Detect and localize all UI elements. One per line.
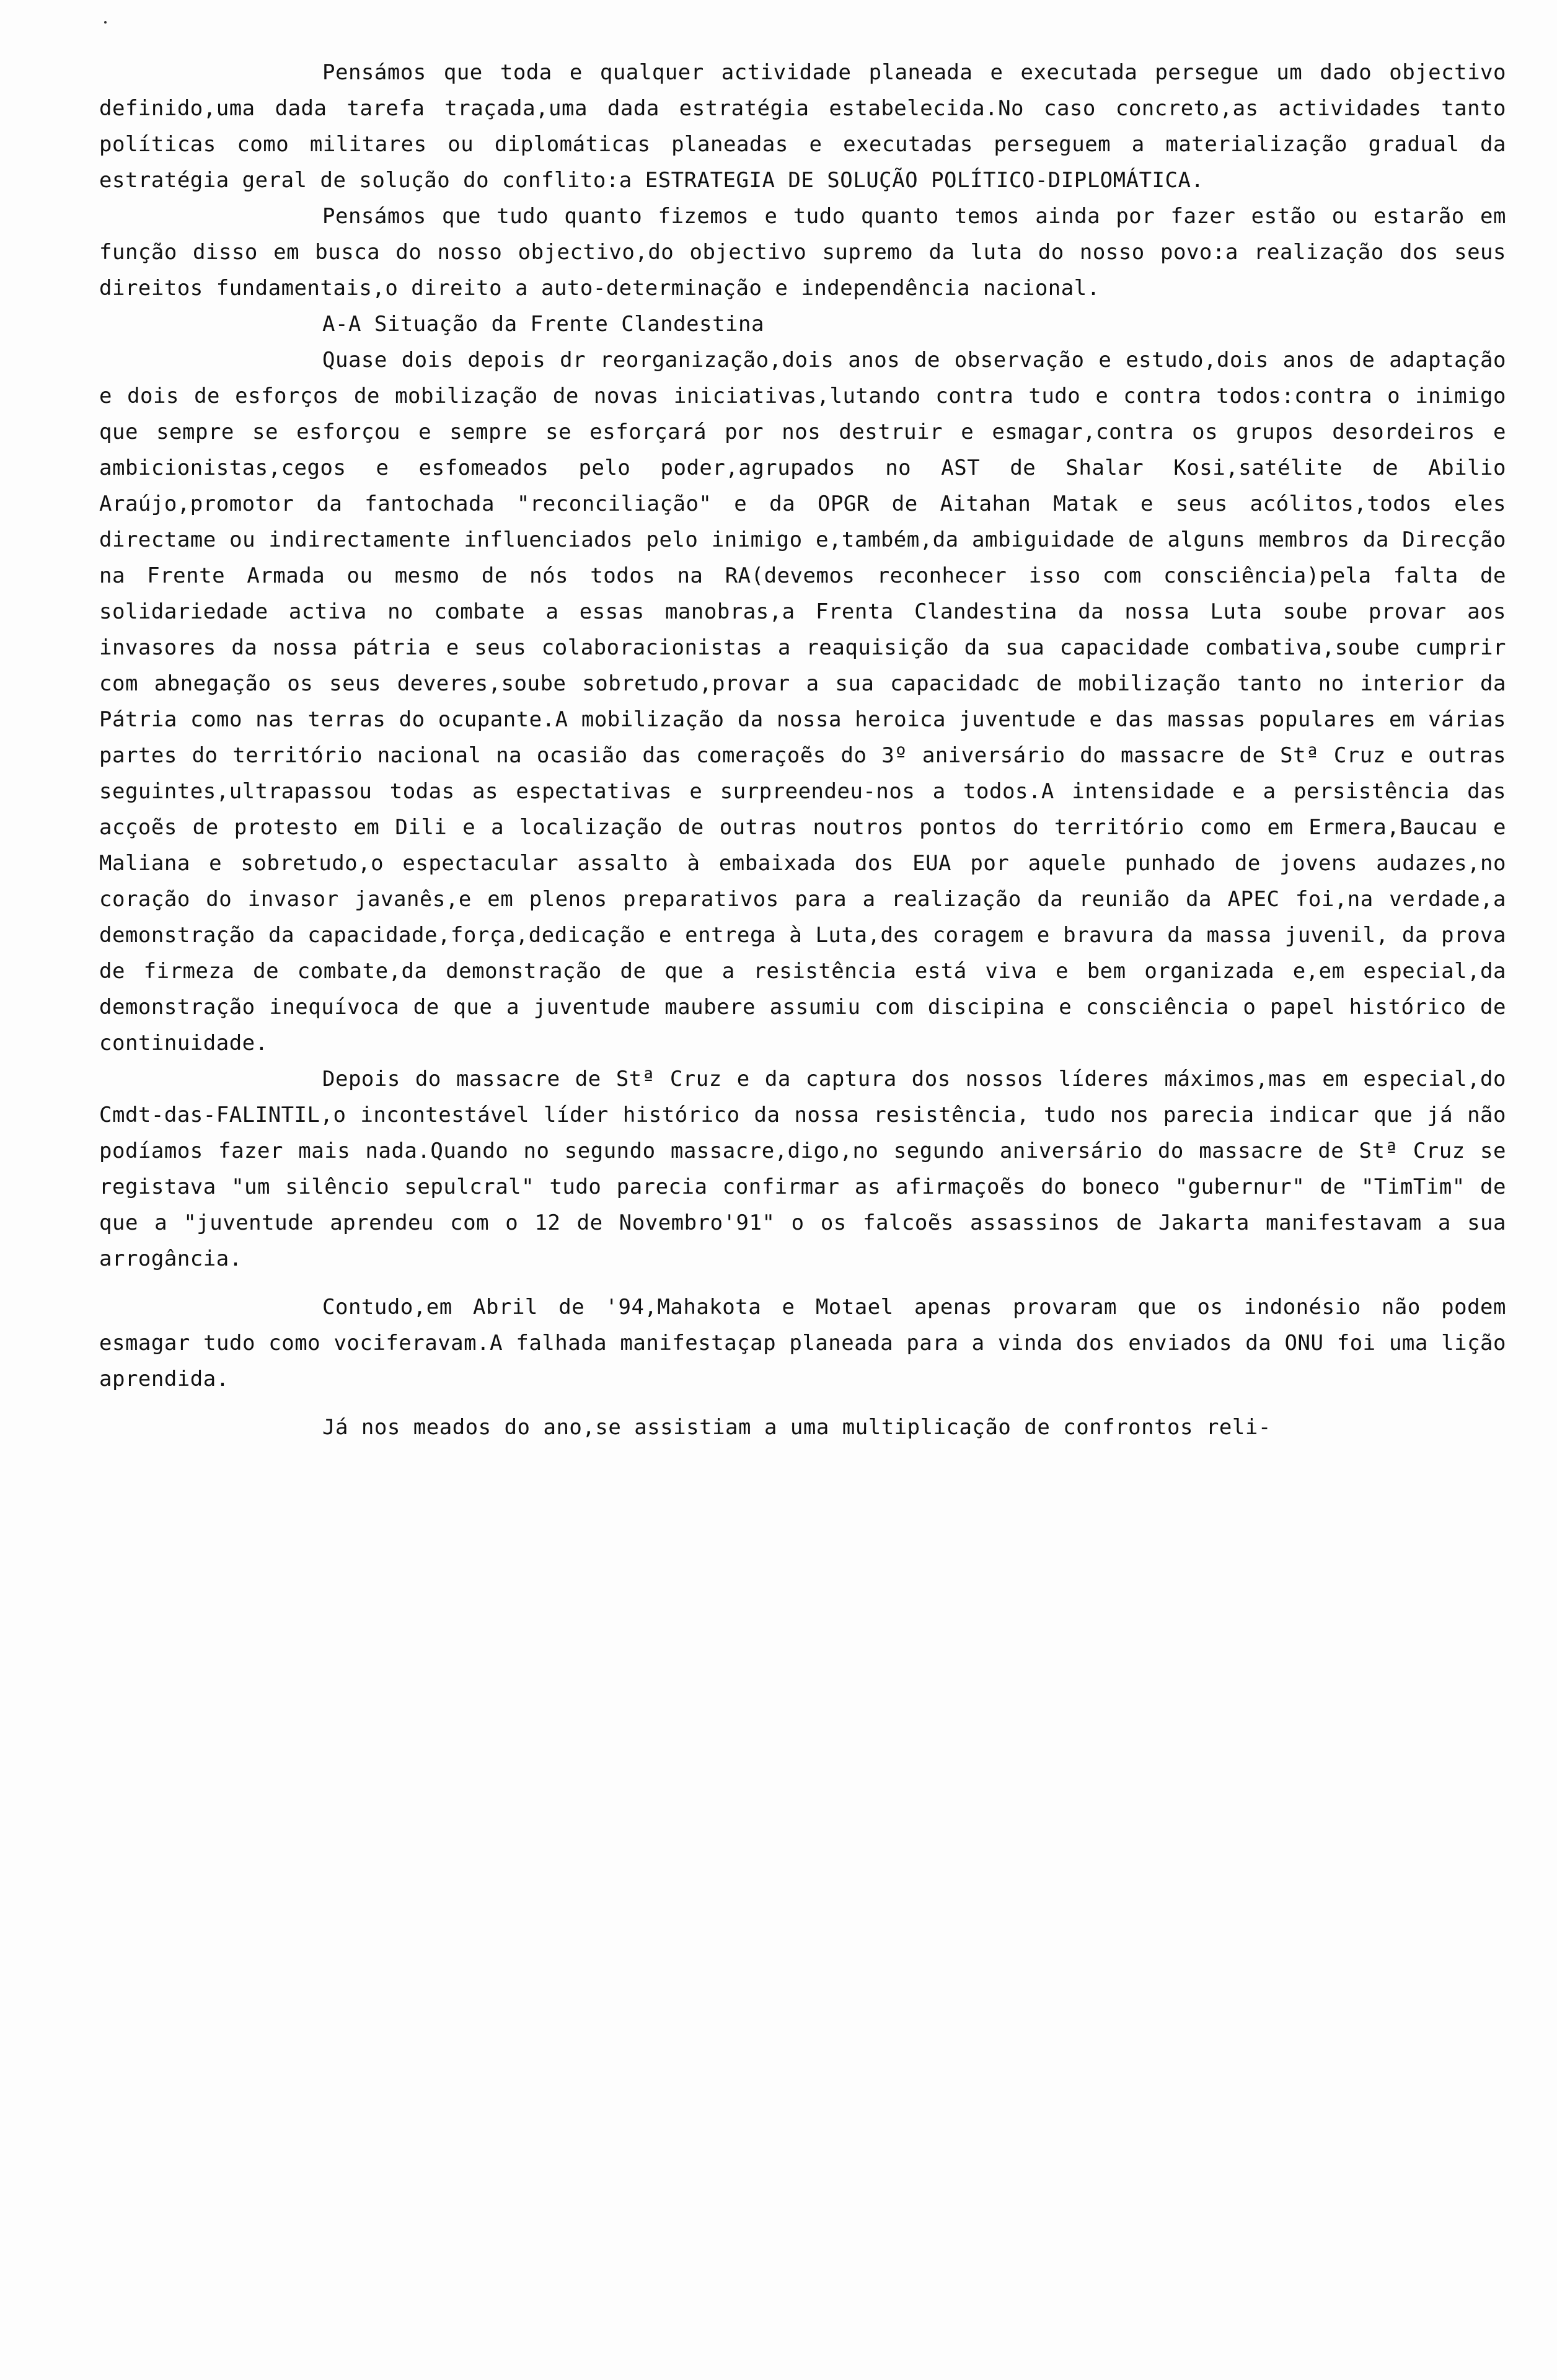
paragraph-5: Contudo,em Abril de '94,Mahakota e Motael apenas provaram que os indonésio não podem esmagar tudo como vociferavam.A falhada manifestaçap planeada para a vinda dos enviados da ONU foi uma lição aprendida. <box>99 1295 1506 1391</box>
paragraph-2: Pensámos que tudo quanto fizemos e tudo quanto temos ainda por fazer estão ou estarão em função disso em busca do nosso objectivo,do objectivo supremo da luta do nosso povo:a realização dos seus direitos fundamentais,o direito a auto-determinação e independência nacional. <box>99 204 1506 301</box>
paragraph-1: Pensámos que toda e qualquer actividade planeada e executada persegue um dado objectivo definido,uma dada tarefa traçada,uma dada estratégia estabelecida.No caso concreto,as actividades tanto políticas como militares ou diplomáticas planeadas e executadas perseguem a materialização gradual da estratégia geral de solução do conflito:a ESTRATEGIA DE SOLUÇÃO POLÍTICO-DIPLOMÁTICA. <box>99 60 1506 193</box>
document-body <box>99 55 1506 1445</box>
paragraph-4: Depois do massacre de Stª Cruz e da captura dos nossos líderes máximos,mas em especial,do Cmdt-das-FALINTIL,o incontestável líder histórico da nossa resistência, tudo nos parecia indicar que já não podíamos fazer mais nada.Quando no segundo massacre,digo,no segundo aniversário do massacre de Stª Cruz se registava "um silêncio sepulcral" tudo parecia confirmar as afirmaçoẽs do boneco "gubernur" de "TimTim" de que a "juventude aprendeu com o 12 de Novembro'91" o os falcoẽs assassinos de Jakarta manifestavam a sua arrogância. <box>99 1067 1506 1271</box>
section-heading: A-A Situação da Frente Clandestina <box>322 312 764 337</box>
paragraph-3: Quase dois depois dr reorganização,dois anos de observação e estudo,dois anos de adaptação e dois de esforços de mobilização de novas iniciativas,lutando contra tudo e contra todos:contra o inimigo que sempre se esforçou e sempre se esforçará por nos destruir e esmagar,contra os grupos desordeiros e ambicionistas,cegos e esfomeados pelo poder,agrupados no AST de Shalar Kosi,satélite de Abilio Araújo,promotor da fantochada "reconciliação" e da OPGR de Aitahan Matak e seus acólitos,todos eles directame ou indirectamente influenciados pelo inimigo e,também,da ambiguidade de alguns membros da Direcção na Frente Armada ou mesmo de nós todos na RA(devemos reconhecer isso com consciência)pela falta de solidariedade activa no combate a essas manobras,a Frenta Clandestina da nossa Luta soube provar aos invasores da nossa pátria e seus colaboracionistas a reaquisição da sua capacidade combativa,soube cumprir com abnegação os seus deveres,soube sobretudo,provar a sua capacidadc de mobilização tanto no interior da Pátria como nas terras do ocupante.A mobilização da nossa heroica juventude e das massas populares em várias partes do território nacional na ocasião das comeraçoẽs do 3º aniversário do massacre de Stª Cruz e outras seguintes,ultrapassou todas as espectativas e surpreendeu-nos a todos.A intensidade e a persistência das acçoẽs de protesto em Dili e a localização de outras noutros pontos do território como em Ermera,Baucau e Maliana e sobretudo,o espectacular assalto à embaixada dos EUA por aquele punhado de jovens audazes,no coração do invasor javanês,e em plenos preparativos para a realização da reunião da APEC foi,na verdade,a demonstração da capacidade,força,dedicação e entrega à Luta,des coragem e bravura da massa juvenil, da prova de firmeza de combate,da demonstração de que a resistência está viva e bem organizada e,em especial,da demonstração inequívoca de que a juventude maubere assumiu com discipina e consciência o papel histórico de continuidade. <box>99 348 1506 1056</box>
dust-speck <box>104 21 107 24</box>
paragraph-6: Já nos meados do ano,se assistiam a uma multiplicação de confrontos reli- <box>322 1415 1271 1440</box>
